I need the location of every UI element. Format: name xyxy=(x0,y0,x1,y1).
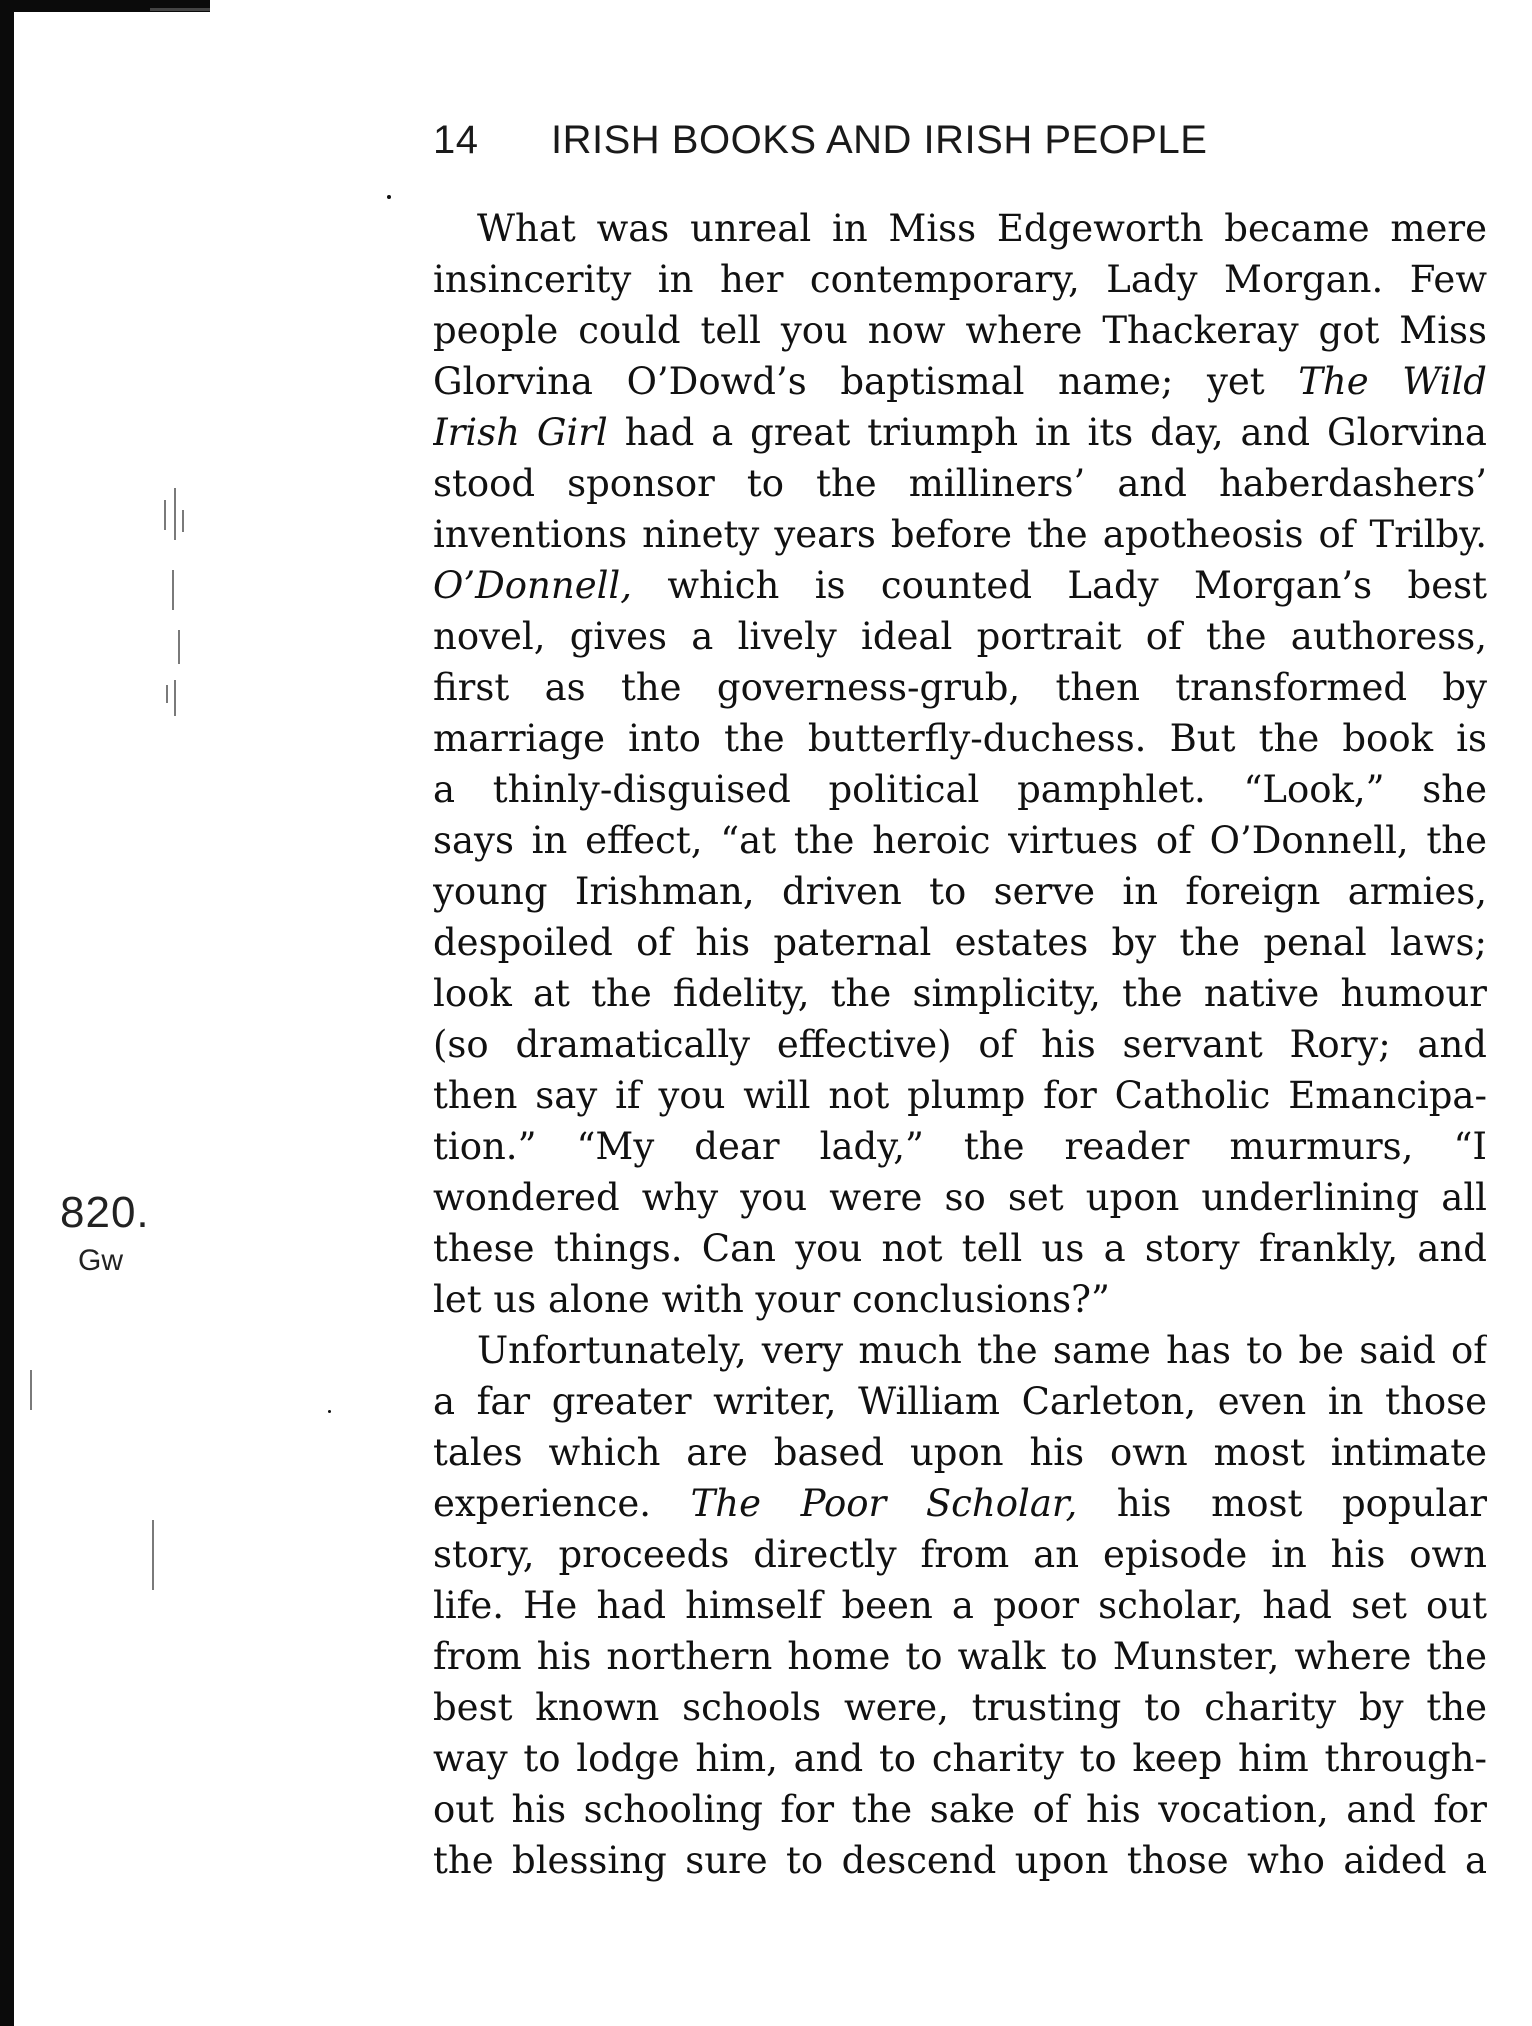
text-line: let us alone with your conclusions?” xyxy=(433,1278,1110,1321)
text-line: stood sponsor to the milliners’ and haberdashers’ xyxy=(433,462,1487,505)
text-line: O’Donnell, which is counted Lady Morgan’s best xyxy=(433,564,1487,607)
text-line: What was unreal in Miss Edgeworth became mere xyxy=(477,207,1487,250)
text-line: best known schools were, trusting to charity by the xyxy=(433,1686,1487,1729)
text-line: people could tell you now where Thackeray got Miss xyxy=(433,309,1487,352)
text-line: first as the governess-grub, then transformed by xyxy=(433,666,1487,709)
text-line: out his schooling for the sake of his vocation, and for xyxy=(433,1788,1487,1831)
running-title: IRISH BOOKS AND IRISH PEOPLE xyxy=(551,118,1208,162)
scan-marks-lower xyxy=(160,1370,220,1610)
text-line: story, proceeds directly from an episode in his own xyxy=(433,1533,1487,1576)
text-line: Unfortunately, very much the same has to be said of xyxy=(477,1329,1487,1372)
text-line: novel, gives a lively ideal portrait of the authoress, xyxy=(433,615,1487,658)
body-text xyxy=(433,203,1487,1886)
text-line: from his northern home to walk to Munster, where the xyxy=(433,1635,1487,1678)
text-line: life. He had himself been a poor scholar, had set out xyxy=(433,1584,1487,1627)
text-line: (so dramatically effective) of his servant Rory; and xyxy=(433,1023,1487,1066)
text-line: these things. Can you not tell us a story frankly, and xyxy=(433,1227,1487,1270)
ink-speck xyxy=(387,195,391,199)
call-number: 820. xyxy=(60,1188,150,1237)
text-line: young Irishman, driven to serve in foreign armies, xyxy=(433,870,1487,913)
text-line: marriage into the butterfly-duchess. But the book is xyxy=(433,717,1487,760)
ink-speck xyxy=(328,1410,331,1413)
margin-annotation xyxy=(60,1188,150,1278)
text-line: tion.” “My dear lady,” the reader murmurs, “I xyxy=(433,1125,1487,1168)
binding-edge-tail xyxy=(150,8,210,11)
text-line: Irish Girl had a great triumph in its day, and Glorvina xyxy=(433,411,1487,454)
text-line: a thinly-disguised political pamphlet. “Look,” she xyxy=(433,768,1487,811)
text-line: the blessing sure to descend upon those who aided a xyxy=(433,1839,1487,1882)
text-line: despoiled of his paternal estates by the penal laws; xyxy=(433,921,1487,964)
text-line: experience. The Poor Scholar, his most popular xyxy=(433,1482,1487,1525)
scan-marks xyxy=(160,480,220,720)
running-head xyxy=(433,118,1363,178)
text-line: then say if you will not plump for Catholic Emancipa- xyxy=(433,1074,1487,1117)
text-line: Glorvina O’Dowd’s baptismal name; yet The Wild xyxy=(433,360,1487,403)
text-line: says in effect, “at the heroic virtues of O’Donnell, the xyxy=(433,819,1487,862)
text-line: look at the fidelity, the simplicity, the native humour xyxy=(433,972,1487,1015)
binding-edge xyxy=(0,0,14,2026)
page-number: 14 xyxy=(433,118,479,162)
text-line: wondered why you were so set upon underlining all xyxy=(433,1176,1487,1219)
text-line: a far greater writer, William Carleton, even in those xyxy=(433,1380,1487,1423)
text-line: tales which are based upon his own most intimate xyxy=(433,1431,1487,1474)
text-line: way to lodge him, and to charity to keep him through- xyxy=(433,1737,1487,1780)
text-line: insincerity in her contemporary, Lady Morgan. Few xyxy=(433,258,1487,301)
call-number-sub: Gw xyxy=(78,1244,123,1277)
text-line: inventions ninety years before the apotheosis of Trilby. xyxy=(433,513,1487,556)
